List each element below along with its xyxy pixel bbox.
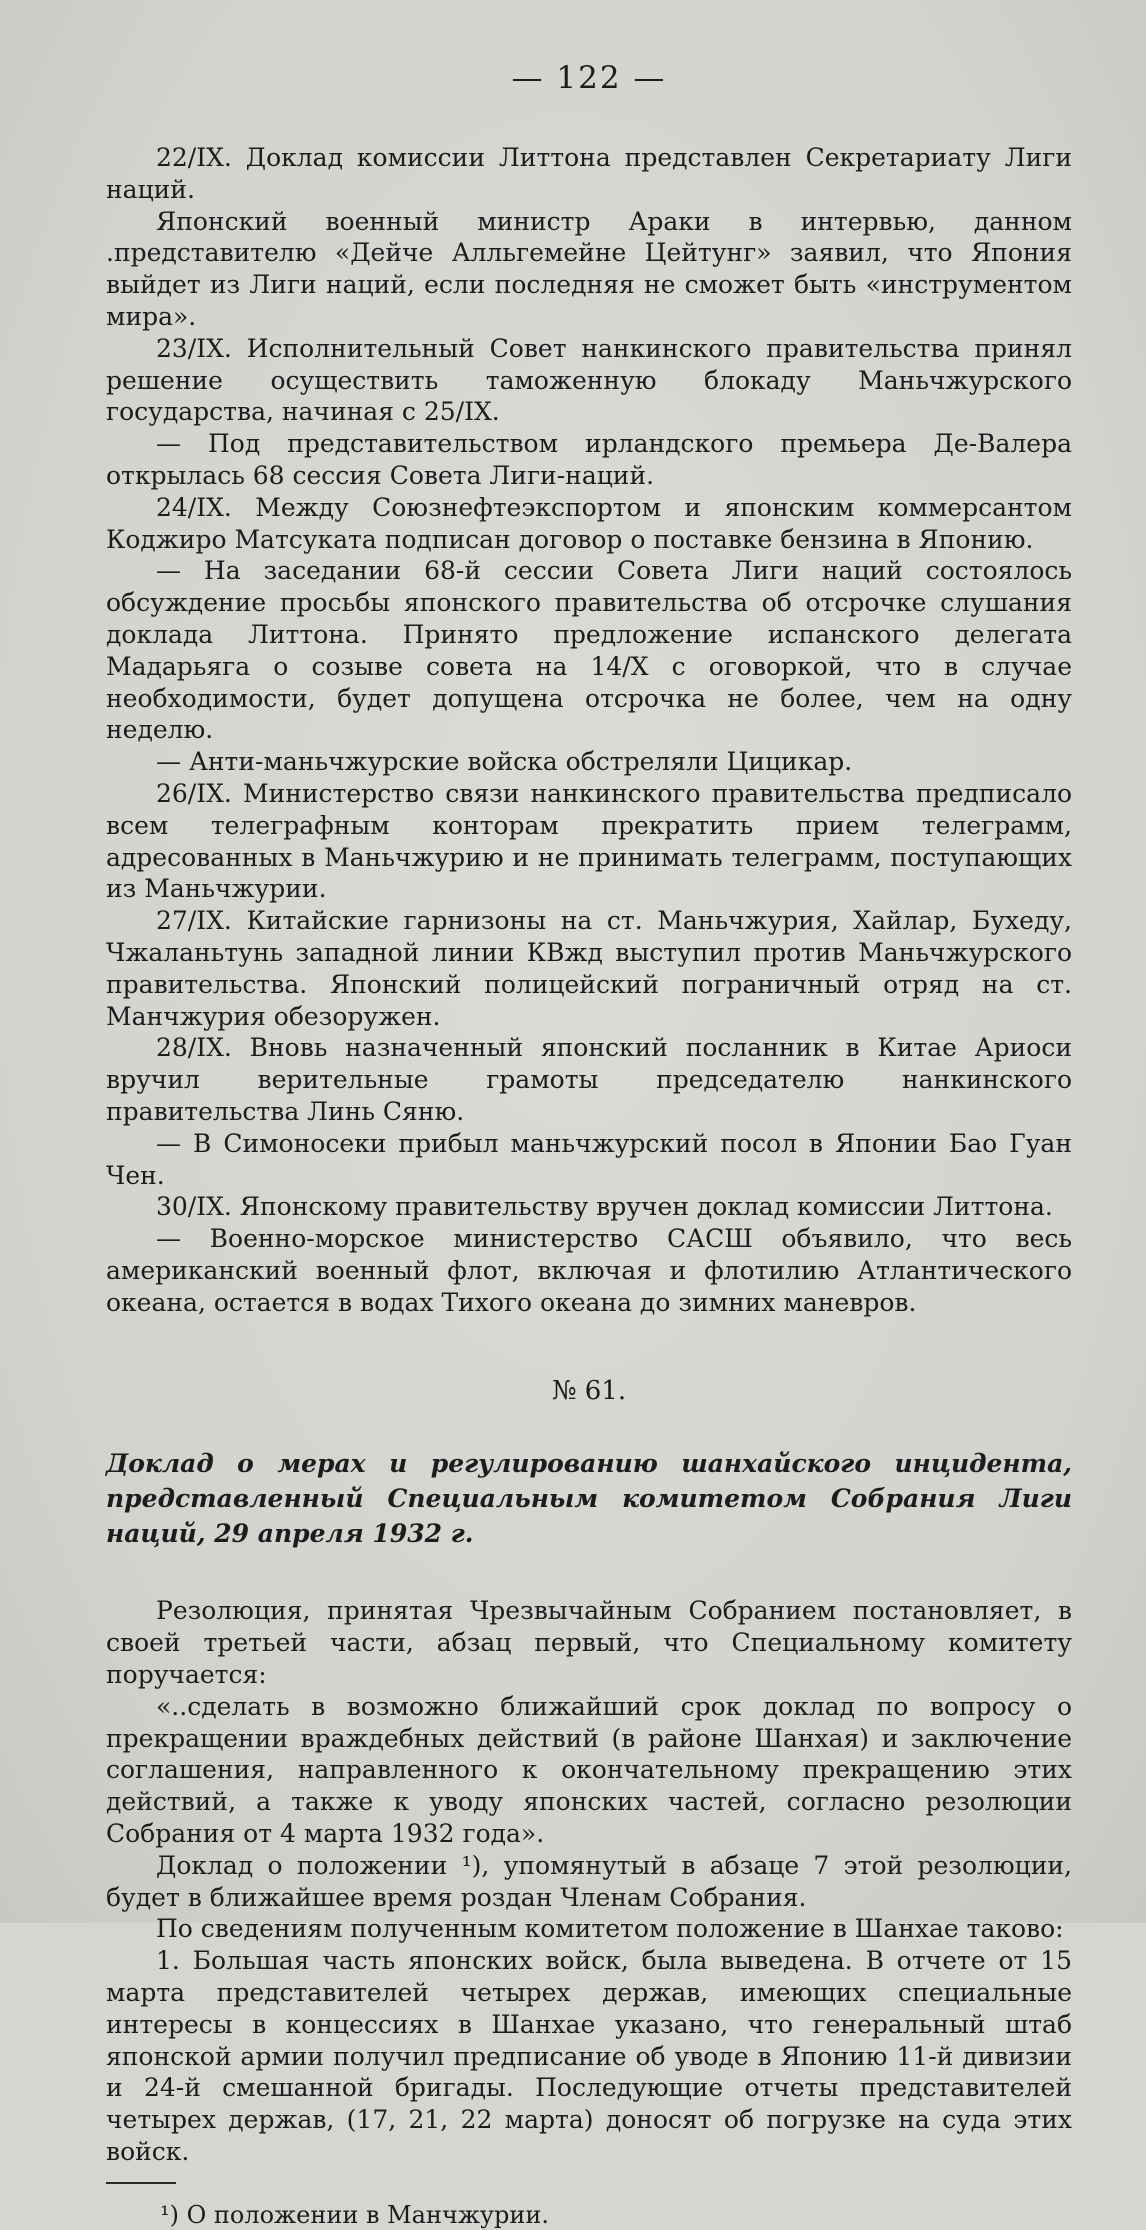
chronicle-entry: — На заседании 68-й сессии Совета Лиги наций состоялось обсуждение просьбы японского правительства об отсрочке слушания доклада Литтона. Принято предложение испанского делегата Мадарьяга о созыве совета на 14/X с оговоркой, что в случае необходимости, будет допущена отсрочка не более, чем на одну неделю.: [106, 556, 1072, 745]
body-paragraph: Резолюция, принятая Чрезвычайным Собранием постановляет, в своей третьей части, абзац первый, что Специальному комитету поручается:: [106, 1596, 1072, 1690]
document-number: № 61.: [551, 1376, 627, 1407]
chronicle-entry: — В Симоносеки прибыл маньчжурский посол в Японии Бао Гуан Чен.: [106, 1128, 1072, 1190]
document-body: [106, 1595, 1072, 2167]
chronicle-section: [106, 142, 1072, 1318]
chronicle-entry: 30/IX. Японскому правительству вручен доклад комиссии Литтона.: [156, 1192, 1053, 1222]
chronicle-entry: 27/IX. Китайские гарнизоны на ст. Маньчжурия, Хайлар, Бухеду, Чжаланьтунь западной линии КВжд выступил против Маньчжурского правительства. Японский полицейский пограничный отряд на ст. Манчжурия обезоружен.: [106, 906, 1072, 1031]
chronicle-entry: 28/IX. Вновь назначенный японский посланник в Китае Ариоси вручил верительные грамоты председателю нанкинского правительства Линь Сяню.: [106, 1033, 1072, 1126]
chronicle-entry: Японский военный министр Араки в интервью, данном .представителю «Дейче Алльгемейне Цейтунг» заявил, что Япония выйдет из Лиги наций, если последняя не сможет быть «инструментом мира».: [106, 206, 1072, 331]
chronicle-entry: 23/IX. Исполнительный Совет нанкинского правительства принял решение осуществить таможенную блокаду Маньчжурского государства, начиная с 25/IX.: [106, 333, 1072, 427]
body-paragraph: По сведениям полученным комитетом положение в Шанхае таково:: [156, 1914, 1064, 1944]
footnote: ¹) О положении в Манчжурии.: [160, 2200, 550, 2229]
chronicle-entry: 24/IX. Между Союзнефтеэкспортом и японским коммерсантом Коджиро Матсуката подписан договор о поставке бензина в Японию.: [106, 492, 1072, 554]
chronicle-entry: — Военно-морское министерство САСШ объявило, что весь американский военный флот, включая и флотилию Атлантического океана, остается в водах Тихого океана до зимних маневров.: [106, 1224, 1072, 1317]
body-paragraph: «..сделать в возможно ближайший срок доклад по вопросу о прекращении враждебных действий (в районе Шанхая) и заключение соглашения, направленного к окончательному прекращению этих действий, а также к уводу японских частей, согласно резолюции Собрания от 4 марта 1932 года».: [106, 1691, 1072, 1849]
document-title: Доклад о мерах и регулированию шанхайского инцидента, представленный Специальным комитетом Собрания Лиги наций, 29 апреля 1932 г.: [106, 1449, 1072, 1549]
chronicle-entry: 22/IX. Доклад комиссии Литтона представлен Секретариату Лиги наций.: [106, 143, 1072, 204]
body-paragraph: 1. Большая часть японских войск, была выведена. В отчете от 15 марта представителей четырех держав, имеющих специальные интересы в концессиях в Шанхае указано, что генеральный штаб японской армии получил предписание об уводе в Японию 11-й дивизии и 24-й смешанной бригады. Последующие отчеты представителей четырех держав, (17, 21, 22 марта) доносят об погрузке на суда этих войск.: [106, 1946, 1072, 2167]
page-number: — 122 —: [511, 60, 667, 96]
chronicle-entry: — Анти-маньчжурские войска обстреляли Цицикар.: [156, 747, 853, 777]
chronicle-entry: 26/IX. Министерство связи нанкинского правительства предписало всем телеграфным конторам прекратить прием телеграмм, адресованных в Маньчжурию и не принимать телеграмм, поступающих из Маньчжурии.: [106, 778, 1072, 904]
footnote-divider: [106, 2182, 176, 2184]
chronicle-entry: — Под представительством ирландского премьера Де-Валера открылась 68 сессия Совета Лиги-наций.: [106, 429, 1072, 490]
body-paragraph: Доклад о положении ¹), упомянутый в абзаце 7 этой резолюции, будет в ближайшее время роздан Членам Собрания.: [106, 1850, 1072, 1912]
